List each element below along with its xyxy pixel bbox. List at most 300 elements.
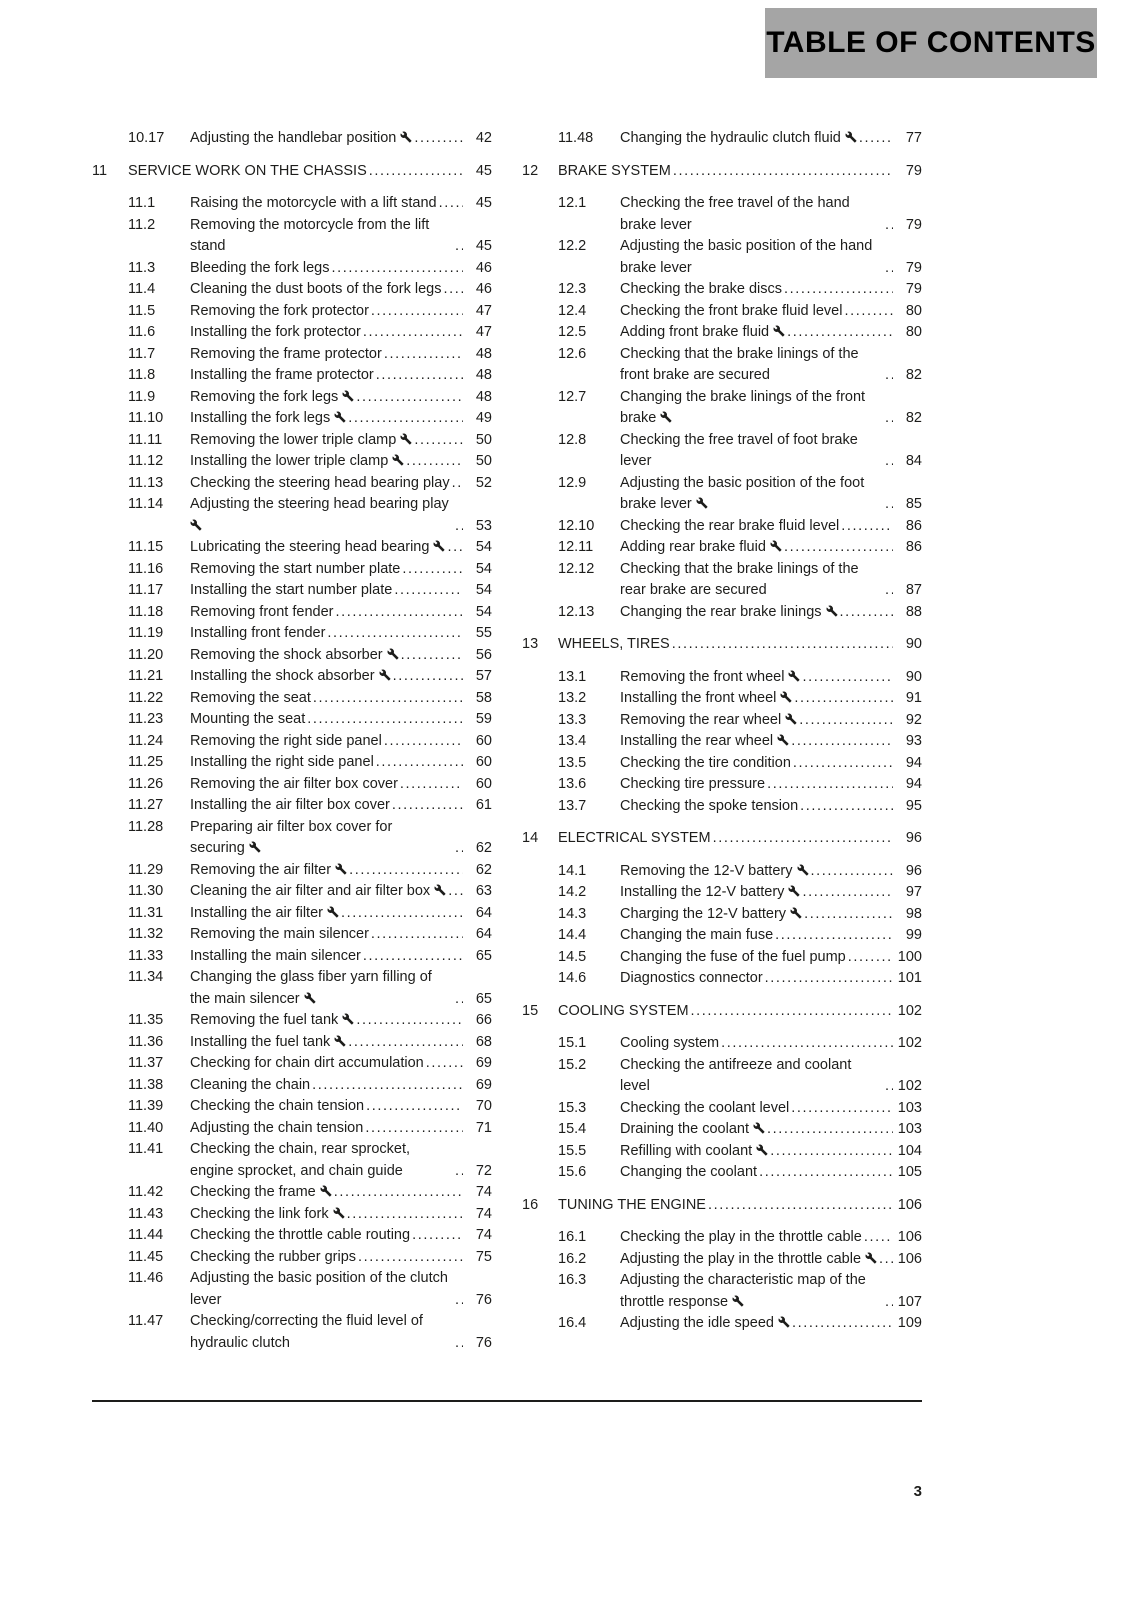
toc-entry-number: 11.1 <box>128 195 156 211</box>
toc-entry-title <box>190 473 450 495</box>
toc-entry-number: 15.6 <box>558 1164 587 1180</box>
toc-section-entry <box>522 1119 922 1141</box>
toc-entry-number: 14 <box>522 830 539 846</box>
dot-leader <box>313 688 463 710</box>
toc-entry-title-text: Installing the fork legs <box>190 410 331 426</box>
toc-section-entry <box>92 1204 492 1226</box>
dot-leader <box>721 1033 893 1055</box>
toc-entry-body <box>620 301 922 323</box>
toc-section-entry <box>522 236 922 279</box>
toc-entry-number: 11.19 <box>128 625 164 641</box>
dot-leader <box>414 430 463 452</box>
toc-entry-page: 79 <box>905 281 922 297</box>
wrench-icon <box>845 131 857 143</box>
toc-entry-number: 11.45 <box>128 1248 164 1265</box>
toc-entry-page: 97 <box>905 884 922 900</box>
toc-entry-page: 65 <box>475 947 492 964</box>
toc-entry-page: 53 <box>475 517 492 534</box>
dot-leader <box>414 128 463 150</box>
toc-entry-title-text: Adjusting the handlebar position <box>190 130 397 146</box>
toc-entry-title <box>190 279 442 301</box>
toc-entry-page: 93 <box>905 733 922 749</box>
toc-entry-body <box>190 946 492 968</box>
toc-entry-page: 48 <box>475 367 492 383</box>
dot-leader <box>708 1195 893 1217</box>
dot-leader <box>848 947 893 969</box>
wrench-icon <box>434 884 446 896</box>
toc-entry-body <box>620 387 922 430</box>
toc-entry-title <box>620 1055 883 1098</box>
dot-leader <box>885 580 893 602</box>
toc-entry-body <box>190 494 492 537</box>
wrench-icon <box>770 540 782 552</box>
toc-entry-page: 105 <box>897 1164 922 1180</box>
toc-entry-page: 84 <box>905 453 922 469</box>
toc-column-left <box>92 128 492 1354</box>
toc-entry-title-text: Changing the glass fiber yarn filling of the main silencer <box>190 969 432 1007</box>
toc-section-entry <box>92 666 492 688</box>
wrench-icon <box>379 669 391 681</box>
toc-entry-title <box>620 344 883 387</box>
toc-entry-title-text: Removing the motorcycle from the lift stand <box>190 216 430 254</box>
toc-entry-body <box>190 795 492 817</box>
dot-leader <box>341 903 463 925</box>
toc-entry-page: 74 <box>475 1205 492 1222</box>
dot-leader <box>759 1162 893 1184</box>
toc-section-entry <box>92 774 492 796</box>
toc-entry-page: 54 <box>475 582 492 598</box>
toc-entry-body <box>620 904 922 926</box>
toc-entry-number: 12.1 <box>558 195 587 211</box>
toc-entry-title <box>190 903 339 925</box>
toc-entry-page: 54 <box>475 539 492 555</box>
toc-entry-title-text: Changing the main fuse <box>620 927 774 943</box>
toc-entry-body <box>620 1162 922 1184</box>
toc-entry-title <box>620 301 842 323</box>
toc-entry-page: 60 <box>475 775 492 792</box>
toc-entry-body <box>190 731 492 753</box>
toc-entry-number: 11.6 <box>128 324 156 340</box>
toc-entry-title-text: Removing the shock absorber <box>190 646 383 663</box>
toc-entry-body <box>620 753 922 775</box>
dot-leader <box>334 1182 463 1204</box>
toc-entry-page: 69 <box>475 1055 492 1071</box>
toc-entry-page: 56 <box>475 646 492 663</box>
dot-leader <box>455 1333 463 1355</box>
wrench-icon <box>433 540 445 552</box>
toc-entry-title-text: Cleaning the dust boots of the fork legs <box>190 281 442 297</box>
toc-entry-number: 11.29 <box>128 861 164 878</box>
toc-entry-body <box>128 161 492 183</box>
toc-entry-title-text: Checking the spoke tension <box>620 797 799 814</box>
toc-entry-title <box>190 1032 346 1054</box>
toc-entry-title <box>620 796 798 818</box>
toc-entry-title <box>190 924 369 946</box>
wrench-icon <box>334 1035 346 1047</box>
toc-entry-page: 54 <box>475 603 492 620</box>
toc-entry-number: 14.4 <box>558 927 587 943</box>
toc-entry-page: 100 <box>897 948 922 965</box>
toc-entry-page: 74 <box>475 1227 492 1243</box>
toc-entry-title-text: Changing the hydraulic clutch fluid <box>620 130 841 146</box>
toc-entry-title-text: Checking the link fork <box>190 1205 329 1222</box>
toc-entry-body <box>190 1204 492 1226</box>
toc-entry-body <box>620 602 922 624</box>
toc-entry-title <box>620 1033 719 1055</box>
toc-section-entry <box>92 903 492 925</box>
toc-entry-title-text: Installing front fender <box>190 625 326 641</box>
toc-entry-number: 11.28 <box>128 818 164 835</box>
toc-entry-title <box>190 322 361 344</box>
toc-entry-title-text: Removing the main silencer <box>190 926 369 942</box>
toc-section-entry <box>92 645 492 667</box>
toc-entry-page: 101 <box>897 970 922 986</box>
toc-entry-number: 12.2 <box>558 238 587 254</box>
toc-entry-body <box>620 559 922 602</box>
toc-entry-title-text: Installing the shock absorber <box>190 668 375 684</box>
toc-entry-number: 13.4 <box>558 733 587 749</box>
toc-entry-body <box>620 537 922 559</box>
toc-entry-page: 90 <box>905 636 922 652</box>
toc-entry-number: 11.47 <box>128 1313 164 1329</box>
toc-entry-title <box>190 731 382 753</box>
toc-entry-title <box>620 904 802 926</box>
toc-section-entry <box>92 731 492 753</box>
toc-entry-page: 46 <box>475 281 492 297</box>
wrench-icon <box>778 1316 790 1328</box>
dot-leader <box>775 925 893 947</box>
toc-entry-body <box>190 1053 492 1075</box>
toc-entry-number: 11.48 <box>558 130 594 146</box>
toc-entry-body <box>190 322 492 344</box>
toc-entry-title <box>558 828 711 850</box>
toc-entry-body <box>190 128 492 150</box>
toc-entry-number: 11.42 <box>128 1184 164 1200</box>
toc-entry-title-text: Checking the frame <box>190 1184 316 1200</box>
toc-entry-page: 103 <box>897 1099 922 1116</box>
toc-entry-title-text: Installing the frame protector <box>190 367 374 383</box>
toc-entry-body <box>190 279 492 301</box>
dot-leader <box>426 1053 463 1075</box>
toc-entry-title <box>190 666 391 688</box>
dot-leader <box>455 516 463 538</box>
wrench-icon <box>304 992 316 1004</box>
toc-section-entry <box>522 537 922 559</box>
toc-entry-page: 57 <box>475 668 492 684</box>
dot-leader <box>448 881 463 903</box>
toc-entry-title-text: WHEELS, TIRES <box>558 636 670 652</box>
toc-entry-body <box>190 817 492 860</box>
toc-entry-number: 12.12 <box>558 560 595 577</box>
toc-section-entry <box>522 128 922 150</box>
toc-entry-title-text: Installing the rear wheel <box>620 733 774 749</box>
toc-section-entry <box>522 516 922 538</box>
toc-entry-title <box>190 1010 354 1032</box>
dot-leader <box>376 752 463 774</box>
toc-section-entry <box>92 752 492 774</box>
dot-leader <box>793 753 893 775</box>
toc-entry-title-text: Checking the chain tension <box>190 1098 365 1114</box>
toc-entry-body <box>190 967 492 1010</box>
toc-entry-number: 11.36 <box>128 1033 164 1050</box>
toc-entry-number: 15.1 <box>558 1035 587 1051</box>
toc-entry-body <box>620 861 922 883</box>
toc-entry-body <box>190 537 492 559</box>
toc-entry-number: 12.7 <box>558 388 587 405</box>
toc-entry-body <box>620 516 922 538</box>
toc-entry-body <box>190 1010 492 1032</box>
toc-entry-page: 68 <box>475 1033 492 1050</box>
toc-entry-body <box>620 473 922 516</box>
toc-entry-title <box>620 128 857 150</box>
dot-leader <box>792 1313 893 1335</box>
dot-leader <box>384 731 463 753</box>
toc-section-entry <box>92 860 492 882</box>
toc-entry-title-text: Removing the right side panel <box>190 732 382 749</box>
dot-leader <box>864 1227 893 1249</box>
page-header-band <box>765 8 1097 78</box>
dot-leader <box>348 1032 463 1054</box>
toc-entry-title-text: Installing the start number plate <box>190 582 393 598</box>
toc-entry-title <box>190 645 399 667</box>
toc-entry-title <box>620 279 782 301</box>
toc-entry-body <box>620 667 922 689</box>
toc-entry-body <box>620 774 922 796</box>
toc-entry-number: 15.2 <box>558 1056 587 1073</box>
toc-entry-page: 103 <box>897 1121 922 1137</box>
toc-entry-number: 11.15 <box>128 539 164 555</box>
toc-entry-body <box>190 1182 492 1204</box>
toc-entry-title <box>190 537 445 559</box>
toc-entry-page: 42 <box>475 130 492 146</box>
wrench-icon <box>732 1295 744 1307</box>
toc-entry-number: 11.35 <box>128 1012 164 1028</box>
toc-entry-title <box>620 774 765 796</box>
toc-entry-page: 80 <box>905 302 922 319</box>
toc-entry-page: 102 <box>897 1002 922 1019</box>
toc-entry-number: 11.14 <box>128 496 164 512</box>
toc-entry-title <box>190 1311 453 1354</box>
toc-entry-number: 13.7 <box>558 797 587 814</box>
toc-entry-title-text: Removing the fuel tank <box>190 1012 339 1028</box>
toc-entry-title-text: ELECTRICAL SYSTEM <box>558 830 711 846</box>
toc-entry-number: 11.31 <box>128 904 164 921</box>
toc-entry-title <box>620 947 846 969</box>
toc-section-entry <box>92 1311 492 1354</box>
toc-entry-body <box>620 236 922 279</box>
toc-entry-title <box>190 387 354 409</box>
toc-entry-body <box>190 881 492 903</box>
dot-leader <box>885 1292 893 1314</box>
toc-entry-page: 63 <box>475 883 492 899</box>
toc-entry-title <box>190 193 437 215</box>
toc-entry-title <box>190 1225 410 1247</box>
toc-entry-title <box>190 408 346 430</box>
toc-entry-body <box>190 602 492 624</box>
toc-entry-page: 102 <box>897 1035 922 1051</box>
wrench-icon <box>387 648 399 660</box>
toc-entry-number: 13.2 <box>558 690 587 706</box>
toc-entry-title-text: Changing the fuse of the fuel pump <box>620 948 846 965</box>
dot-leader <box>376 365 463 387</box>
toc-entry-page: 96 <box>905 830 922 846</box>
toc-entry-body <box>190 903 492 925</box>
page-title: TABLE OF CONTENTS <box>766 26 1096 59</box>
toc-entry-title <box>190 967 453 1010</box>
toc-entry-body <box>190 193 492 215</box>
toc-entry-number: 11.20 <box>128 646 164 663</box>
toc-section-entry <box>92 1053 492 1075</box>
toc-entry-body <box>620 279 922 301</box>
dot-leader <box>356 1010 463 1032</box>
toc-entry-title-text: Changing the coolant <box>620 1164 758 1180</box>
toc-entry-body <box>558 634 922 656</box>
toc-entry-title <box>620 688 792 710</box>
toc-entry-title-text: Removing the air filter <box>190 861 332 878</box>
toc-entry-page: 106 <box>897 1196 922 1213</box>
toc-section-entry <box>92 258 492 280</box>
dot-leader <box>713 828 893 850</box>
dot-leader <box>366 1096 463 1118</box>
toc-entry-title-text: Adjusting the idle speed <box>620 1315 774 1331</box>
toc-entry-number: 11.41 <box>128 1141 164 1157</box>
toc-section-entry <box>92 193 492 215</box>
dot-leader <box>335 602 463 624</box>
toc-entry-title-text: Removing the air filter box cover <box>190 775 398 792</box>
toc-entry-page: 50 <box>475 431 492 448</box>
toc-entry-page: 48 <box>475 388 492 405</box>
toc-entry-number: 13.6 <box>558 776 587 792</box>
wrench-icon <box>790 907 802 919</box>
toc-section-entry <box>522 904 922 926</box>
toc-entry-page: 64 <box>475 904 492 921</box>
toc-entry-body <box>190 387 492 409</box>
dot-leader <box>412 1225 463 1247</box>
toc-entry-body <box>190 365 492 387</box>
dot-leader <box>393 666 463 688</box>
dot-leader <box>791 1098 893 1120</box>
dot-leader <box>401 645 463 667</box>
toc-entry-page: 60 <box>475 754 492 770</box>
toc-entry-title-text: Checking that the brake linings of the rear brake are secured <box>620 560 859 598</box>
toc-entry-body <box>190 774 492 796</box>
toc-entry-title <box>190 258 329 280</box>
toc-entry-number: 11.21 <box>128 668 164 684</box>
toc-entry-page: 107 <box>897 1293 922 1310</box>
toc-section-entry <box>522 1098 922 1120</box>
toc-section-entry <box>92 279 492 301</box>
toc-entry-title-text: Removing the lower triple clamp <box>190 431 397 448</box>
toc-entry-title <box>620 710 797 732</box>
wrench-icon <box>788 885 800 897</box>
dot-leader <box>331 258 463 280</box>
toc-entry-number: 11.10 <box>128 410 164 426</box>
toc-entry-title-text: Checking the steering head bearing play <box>190 474 450 491</box>
wrench-icon <box>826 605 838 617</box>
toc-section-entry <box>522 322 922 344</box>
toc-entry-number: 10.17 <box>128 130 165 146</box>
toc-section-entry <box>522 947 922 969</box>
toc-entry-body <box>620 344 922 387</box>
toc-entry-title <box>620 1098 789 1120</box>
toc-entry-title-text: Installing the lower triple clamp <box>190 453 389 469</box>
toc-entry-page: 88 <box>905 603 922 620</box>
table-of-contents <box>92 128 922 1354</box>
toc-entry-number: 12.9 <box>558 474 587 491</box>
toc-section-entry <box>92 215 492 258</box>
toc-entry-page: 75 <box>475 1248 492 1265</box>
dot-leader <box>802 882 893 904</box>
toc-section-entry <box>522 1162 922 1184</box>
toc-entry-page: 79 <box>905 259 922 276</box>
toc-entry-page: 104 <box>897 1142 922 1159</box>
toc-entry-title <box>190 1139 453 1182</box>
toc-entry-number: 11.27 <box>128 797 164 813</box>
toc-entry-body <box>190 408 492 430</box>
toc-entry-body <box>620 322 922 344</box>
toc-entry-number: 11.16 <box>128 560 164 577</box>
toc-chapter-entry <box>522 828 922 850</box>
toc-entry-title-text: Installing the right side panel <box>190 754 374 770</box>
toc-entry-title-text: Lubricating the steering head bearing <box>190 539 430 555</box>
toc-entry-body <box>620 1055 922 1098</box>
toc-entry-title-text: Adjusting the basic position of the foot brake lever <box>620 474 865 512</box>
toc-entry-number: 11.43 <box>128 1205 164 1222</box>
dot-leader <box>365 1118 463 1140</box>
wrench-icon <box>797 864 809 876</box>
dot-leader <box>811 861 893 883</box>
wrench-icon <box>400 131 412 143</box>
toc-entry-title <box>190 881 446 903</box>
toc-section-entry <box>522 1227 922 1249</box>
wrench-icon <box>865 1252 877 1264</box>
toc-entry-title <box>128 161 367 183</box>
toc-entry-page: 79 <box>905 162 922 179</box>
toc-entry-title <box>558 1001 689 1023</box>
toc-entry-number: 13.5 <box>558 754 587 771</box>
toc-entry-number: 11.7 <box>128 345 156 362</box>
toc-entry-page: 47 <box>475 302 492 319</box>
toc-entry-title <box>620 1227 862 1249</box>
toc-entry-body <box>620 193 922 236</box>
toc-entry-page: 49 <box>475 410 492 426</box>
toc-entry-page: 58 <box>475 689 492 706</box>
toc-entry-page: 80 <box>905 324 922 340</box>
toc-entry-body <box>190 1075 492 1097</box>
toc-section-entry <box>92 451 492 473</box>
toc-entry-title-text: Checking the throttle cable routing <box>190 1227 411 1243</box>
toc-section-entry <box>92 1225 492 1247</box>
toc-section-entry <box>92 924 492 946</box>
toc-entry-title-text: Checking the free travel of the hand brake lever <box>620 195 850 233</box>
toc-entry-title <box>620 968 763 990</box>
wrench-icon <box>333 1207 345 1219</box>
wrench-icon <box>334 411 346 423</box>
toc-entry-title-text: Checking/correcting the fluid level of hydraulic clutch <box>190 1313 423 1351</box>
toc-entry-number: 12.5 <box>558 324 587 340</box>
toc-entry-body <box>620 1227 922 1249</box>
dot-leader <box>859 128 893 150</box>
toc-entry-number: 11.9 <box>128 388 156 405</box>
toc-entry-title <box>620 753 791 775</box>
toc-section-entry <box>92 537 492 559</box>
toc-section-entry <box>522 193 922 236</box>
toc-entry-body <box>620 925 922 947</box>
toc-section-entry <box>522 1033 922 1055</box>
toc-entry-title <box>190 1096 364 1118</box>
toc-entry-title <box>190 451 404 473</box>
toc-entry-title <box>620 602 838 624</box>
